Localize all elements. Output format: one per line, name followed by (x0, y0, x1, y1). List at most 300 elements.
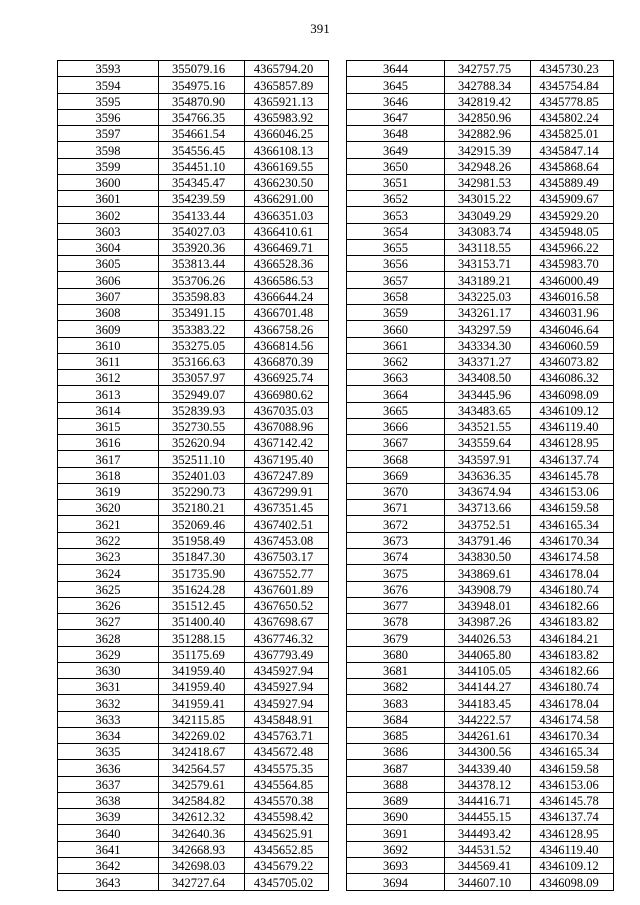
y-coordinate-cell: 4367299.91 (245, 483, 329, 499)
point-number-cell: 3600 (58, 174, 159, 190)
point-number-cell: 3606 (58, 272, 159, 288)
x-coordinate-cell: 353383.22 (159, 321, 245, 337)
x-coordinate-cell: 351847.30 (159, 548, 245, 564)
x-coordinate-cell: 354766.35 (159, 109, 245, 125)
x-coordinate-cell: 354027.03 (159, 223, 245, 239)
x-coordinate-cell: 352069.46 (159, 516, 245, 532)
x-coordinate-cell: 342668.93 (159, 841, 245, 857)
point-number-cell: 3657 (347, 272, 445, 288)
x-coordinate-cell: 344144.27 (445, 679, 531, 695)
coordinates-table-left (57, 60, 329, 891)
table-row (347, 174, 614, 190)
table-row (58, 337, 329, 353)
x-coordinate-cell: 342727.64 (159, 874, 245, 890)
x-coordinate-cell: 344378.12 (445, 776, 531, 792)
y-coordinate-cell: 4346178.04 (531, 565, 614, 581)
point-number-cell: 3672 (347, 516, 445, 532)
y-coordinate-cell: 4345625.91 (245, 825, 329, 841)
y-coordinate-cell: 4346180.74 (531, 679, 614, 695)
x-coordinate-cell: 342418.67 (159, 744, 245, 760)
x-coordinate-cell: 343015.22 (445, 191, 531, 207)
table-row (347, 695, 614, 711)
point-number-cell: 3604 (58, 239, 159, 255)
y-coordinate-cell: 4346016.58 (531, 288, 614, 304)
point-number-cell: 3663 (347, 370, 445, 386)
y-coordinate-cell: 4345763.71 (245, 727, 329, 743)
y-coordinate-cell: 4366046.25 (245, 126, 329, 142)
x-coordinate-cell: 353166.63 (159, 353, 245, 369)
point-number-cell: 3601 (58, 191, 159, 207)
x-coordinate-cell: 342882.96 (445, 126, 531, 142)
point-number-cell: 3670 (347, 483, 445, 499)
table-row (347, 597, 614, 613)
y-coordinate-cell: 4366586.53 (245, 272, 329, 288)
x-coordinate-cell: 354975.16 (159, 77, 245, 93)
y-coordinate-cell: 4367698.67 (245, 614, 329, 630)
table-row (58, 61, 329, 77)
table-row (58, 874, 329, 890)
table-row (347, 727, 614, 743)
y-coordinate-cell: 4346060.59 (531, 337, 614, 353)
x-coordinate-cell: 343597.91 (445, 451, 531, 467)
point-number-cell: 3595 (58, 93, 159, 109)
point-number-cell: 3649 (347, 142, 445, 158)
y-coordinate-cell: 4345983.70 (531, 256, 614, 272)
y-coordinate-cell: 4367351.45 (245, 500, 329, 516)
table-row (58, 679, 329, 695)
y-coordinate-cell: 4366230.50 (245, 174, 329, 190)
x-coordinate-cell: 351512.45 (159, 597, 245, 613)
point-number-cell: 3645 (347, 77, 445, 93)
y-coordinate-cell: 4366701.48 (245, 304, 329, 320)
table-row (58, 727, 329, 743)
point-number-cell: 3654 (347, 223, 445, 239)
x-coordinate-cell: 351958.49 (159, 532, 245, 548)
table-row (58, 792, 329, 808)
table-row (58, 402, 329, 418)
x-coordinate-cell: 343261.17 (445, 304, 531, 320)
point-number-cell: 3694 (347, 874, 445, 890)
x-coordinate-cell: 341959.40 (159, 679, 245, 695)
table-row (347, 288, 614, 304)
x-coordinate-cell: 353598.83 (159, 288, 245, 304)
table-row (347, 435, 614, 451)
table-row (58, 809, 329, 825)
y-coordinate-cell: 4346170.34 (531, 727, 614, 743)
point-number-cell: 3671 (347, 500, 445, 516)
x-coordinate-cell: 344455.15 (445, 809, 531, 825)
table-row (58, 256, 329, 272)
x-coordinate-cell: 344261.61 (445, 727, 531, 743)
point-number-cell: 3638 (58, 792, 159, 808)
point-number-cell: 3643 (58, 874, 159, 890)
table-row (58, 776, 329, 792)
table-row (347, 792, 614, 808)
table-row (347, 142, 614, 158)
x-coordinate-cell: 342948.26 (445, 158, 531, 174)
x-coordinate-cell: 342981.53 (445, 174, 531, 190)
x-coordinate-cell: 343869.61 (445, 565, 531, 581)
table-row (58, 565, 329, 581)
point-number-cell: 3689 (347, 792, 445, 808)
table-row (347, 61, 614, 77)
x-coordinate-cell: 342915.39 (445, 142, 531, 158)
x-coordinate-cell: 343118.55 (445, 239, 531, 255)
point-number-cell: 3651 (347, 174, 445, 190)
y-coordinate-cell: 4345847.14 (531, 142, 614, 158)
point-number-cell: 3662 (347, 353, 445, 369)
point-number-cell: 3668 (347, 451, 445, 467)
point-number-cell: 3675 (347, 565, 445, 581)
x-coordinate-cell: 343752.51 (445, 516, 531, 532)
y-coordinate-cell: 4367195.40 (245, 451, 329, 467)
point-number-cell: 3682 (347, 679, 445, 695)
y-coordinate-cell: 4346165.34 (531, 516, 614, 532)
x-coordinate-cell: 343049.29 (445, 207, 531, 223)
y-coordinate-cell: 4346128.95 (531, 435, 614, 451)
table-row (347, 451, 614, 467)
table-row (58, 630, 329, 646)
point-number-cell: 3596 (58, 109, 159, 125)
y-coordinate-cell: 4346109.12 (531, 402, 614, 418)
y-coordinate-cell: 4346184.21 (531, 630, 614, 646)
y-coordinate-cell: 4366644.24 (245, 288, 329, 304)
x-coordinate-cell: 342115.85 (159, 711, 245, 727)
y-coordinate-cell: 4367601.89 (245, 581, 329, 597)
y-coordinate-cell: 4366980.62 (245, 386, 329, 402)
table-row (347, 93, 614, 109)
y-coordinate-cell: 4367746.32 (245, 630, 329, 646)
table-row (347, 809, 614, 825)
x-coordinate-cell: 344531.52 (445, 841, 531, 857)
point-number-cell: 3647 (347, 109, 445, 125)
y-coordinate-cell: 4346182.66 (531, 597, 614, 613)
point-number-cell: 3610 (58, 337, 159, 353)
point-number-cell: 3692 (347, 841, 445, 857)
point-number-cell: 3598 (58, 142, 159, 158)
x-coordinate-cell: 343408.50 (445, 370, 531, 386)
x-coordinate-cell: 344222.57 (445, 711, 531, 727)
y-coordinate-cell: 4367503.17 (245, 548, 329, 564)
y-coordinate-cell: 4366351.03 (245, 207, 329, 223)
y-coordinate-cell: 4367035.03 (245, 402, 329, 418)
table-row (58, 646, 329, 662)
table-row (347, 126, 614, 142)
x-coordinate-cell: 351624.28 (159, 581, 245, 597)
table-row (58, 109, 329, 125)
y-coordinate-cell: 4345652.85 (245, 841, 329, 857)
point-number-cell: 3690 (347, 809, 445, 825)
x-coordinate-cell: 343948.01 (445, 597, 531, 613)
point-number-cell: 3674 (347, 548, 445, 564)
point-number-cell: 3621 (58, 516, 159, 532)
y-coordinate-cell: 4367088.96 (245, 418, 329, 434)
y-coordinate-cell: 4345966.22 (531, 239, 614, 255)
y-coordinate-cell: 4346128.95 (531, 825, 614, 841)
point-number-cell: 3629 (58, 646, 159, 662)
table-row (58, 711, 329, 727)
table-row (347, 353, 614, 369)
table-row (58, 532, 329, 548)
point-number-cell: 3669 (347, 467, 445, 483)
y-coordinate-cell: 4365983.92 (245, 109, 329, 125)
x-coordinate-cell: 342640.36 (159, 825, 245, 841)
table-row (347, 565, 614, 581)
y-coordinate-cell: 4367793.49 (245, 646, 329, 662)
point-number-cell: 3602 (58, 207, 159, 223)
point-number-cell: 3658 (347, 288, 445, 304)
table-row (347, 614, 614, 630)
point-number-cell: 3640 (58, 825, 159, 841)
table-row (347, 109, 614, 125)
point-number-cell: 3691 (347, 825, 445, 841)
table-row (347, 646, 614, 662)
y-coordinate-cell: 4346098.09 (531, 874, 614, 890)
point-number-cell: 3631 (58, 679, 159, 695)
table-row (347, 874, 614, 890)
table-row (347, 418, 614, 434)
x-coordinate-cell: 354239.59 (159, 191, 245, 207)
y-coordinate-cell: 4345679.22 (245, 858, 329, 874)
point-number-cell: 3652 (347, 191, 445, 207)
x-coordinate-cell: 351400.40 (159, 614, 245, 630)
x-coordinate-cell: 353275.05 (159, 337, 245, 353)
x-coordinate-cell: 342564.57 (159, 760, 245, 776)
table-row (58, 483, 329, 499)
y-coordinate-cell: 4345927.94 (245, 662, 329, 678)
table-row (58, 77, 329, 93)
table-row (58, 158, 329, 174)
point-number-cell: 3611 (58, 353, 159, 369)
y-coordinate-cell: 4346180.74 (531, 581, 614, 597)
table-row (347, 77, 614, 93)
point-number-cell: 3618 (58, 467, 159, 483)
point-number-cell: 3615 (58, 418, 159, 434)
table-row (58, 174, 329, 190)
table-row (347, 483, 614, 499)
point-number-cell: 3628 (58, 630, 159, 646)
x-coordinate-cell: 353491.15 (159, 304, 245, 320)
table-row (58, 760, 329, 776)
x-coordinate-cell: 343153.71 (445, 256, 531, 272)
table-row (347, 239, 614, 255)
point-number-cell: 3623 (58, 548, 159, 564)
table-row (58, 516, 329, 532)
point-number-cell: 3641 (58, 841, 159, 857)
point-number-cell: 3603 (58, 223, 159, 239)
y-coordinate-cell: 4346000.49 (531, 272, 614, 288)
table-row (347, 776, 614, 792)
x-coordinate-cell: 354556.45 (159, 142, 245, 158)
y-coordinate-cell: 4346183.82 (531, 646, 614, 662)
x-coordinate-cell: 344607.10 (445, 874, 531, 890)
y-coordinate-cell: 4345564.85 (245, 776, 329, 792)
point-number-cell: 3680 (347, 646, 445, 662)
x-coordinate-cell: 351735.90 (159, 565, 245, 581)
point-number-cell: 3681 (347, 662, 445, 678)
y-coordinate-cell: 4346165.34 (531, 744, 614, 760)
x-coordinate-cell: 351288.15 (159, 630, 245, 646)
y-coordinate-cell: 4345802.24 (531, 109, 614, 125)
point-number-cell: 3673 (347, 532, 445, 548)
point-number-cell: 3685 (347, 727, 445, 743)
table-row (58, 614, 329, 630)
y-coordinate-cell: 4365857.89 (245, 77, 329, 93)
table-row (347, 500, 614, 516)
point-number-cell: 3626 (58, 597, 159, 613)
y-coordinate-cell: 4346031.96 (531, 304, 614, 320)
x-coordinate-cell: 354451.10 (159, 158, 245, 174)
table-row (58, 353, 329, 369)
y-coordinate-cell: 4345598.42 (245, 809, 329, 825)
x-coordinate-cell: 343189.21 (445, 272, 531, 288)
table-row (347, 370, 614, 386)
point-number-cell: 3678 (347, 614, 445, 630)
point-number-cell: 3646 (347, 93, 445, 109)
x-coordinate-cell: 344300.56 (445, 744, 531, 760)
table-row (347, 858, 614, 874)
y-coordinate-cell: 4345889.49 (531, 174, 614, 190)
table-row (347, 337, 614, 353)
x-coordinate-cell: 343713.66 (445, 500, 531, 516)
point-number-cell: 3677 (347, 597, 445, 613)
table-row (347, 679, 614, 695)
y-coordinate-cell: 4345575.35 (245, 760, 329, 776)
y-coordinate-cell: 4366758.26 (245, 321, 329, 337)
y-coordinate-cell: 4366528.36 (245, 256, 329, 272)
x-coordinate-cell: 342757.75 (445, 61, 531, 77)
point-number-cell: 3688 (347, 776, 445, 792)
table-row (58, 500, 329, 516)
point-number-cell: 3644 (347, 61, 445, 77)
point-number-cell: 3676 (347, 581, 445, 597)
x-coordinate-cell: 354661.54 (159, 126, 245, 142)
table-row (347, 207, 614, 223)
x-coordinate-cell: 352401.03 (159, 467, 245, 483)
x-coordinate-cell: 343483.65 (445, 402, 531, 418)
point-number-cell: 3667 (347, 435, 445, 451)
point-number-cell: 3608 (58, 304, 159, 320)
x-coordinate-cell: 353813.44 (159, 256, 245, 272)
y-coordinate-cell: 4346170.34 (531, 532, 614, 548)
y-coordinate-cell: 4346174.58 (531, 548, 614, 564)
x-coordinate-cell: 355079.16 (159, 61, 245, 77)
table-row (58, 695, 329, 711)
x-coordinate-cell: 352730.55 (159, 418, 245, 434)
point-number-cell: 3635 (58, 744, 159, 760)
point-number-cell: 3666 (347, 418, 445, 434)
table-row (58, 825, 329, 841)
x-coordinate-cell: 343791.46 (445, 532, 531, 548)
point-number-cell: 3597 (58, 126, 159, 142)
point-number-cell: 3617 (58, 451, 159, 467)
y-coordinate-cell: 4346182.66 (531, 662, 614, 678)
y-coordinate-cell: 4345825.01 (531, 126, 614, 142)
table-row (347, 532, 614, 548)
y-coordinate-cell: 4346145.78 (531, 467, 614, 483)
point-number-cell: 3637 (58, 776, 159, 792)
point-number-cell: 3632 (58, 695, 159, 711)
y-coordinate-cell: 4346098.09 (531, 386, 614, 402)
coordinates-table-right (346, 60, 614, 891)
y-coordinate-cell: 4345927.94 (245, 679, 329, 695)
table-row (58, 126, 329, 142)
x-coordinate-cell: 353706.26 (159, 272, 245, 288)
y-coordinate-cell: 4346183.82 (531, 614, 614, 630)
point-number-cell: 3622 (58, 532, 159, 548)
x-coordinate-cell: 343225.03 (445, 288, 531, 304)
point-number-cell: 3609 (58, 321, 159, 337)
x-coordinate-cell: 351175.69 (159, 646, 245, 662)
y-coordinate-cell: 4366814.56 (245, 337, 329, 353)
y-coordinate-cell: 4346159.58 (531, 500, 614, 516)
y-coordinate-cell: 4345848.91 (245, 711, 329, 727)
y-coordinate-cell: 4367142.42 (245, 435, 329, 451)
point-number-cell: 3664 (347, 386, 445, 402)
table-row (58, 451, 329, 467)
point-number-cell: 3653 (347, 207, 445, 223)
y-coordinate-cell: 4345927.94 (245, 695, 329, 711)
table-row (347, 386, 614, 402)
point-number-cell: 3639 (58, 809, 159, 825)
point-number-cell: 3594 (58, 77, 159, 93)
table-row (347, 744, 614, 760)
point-number-cell: 3655 (347, 239, 445, 255)
table-row (58, 321, 329, 337)
point-number-cell: 3620 (58, 500, 159, 516)
page-number: 391 (310, 21, 330, 36)
table-row (58, 744, 329, 760)
point-number-cell: 3633 (58, 711, 159, 727)
table-row (347, 223, 614, 239)
table-row (58, 858, 329, 874)
table-row (347, 191, 614, 207)
point-number-cell: 3636 (58, 760, 159, 776)
point-number-cell: 3693 (347, 858, 445, 874)
table-row (58, 239, 329, 255)
x-coordinate-cell: 343674.94 (445, 483, 531, 499)
x-coordinate-cell: 344493.42 (445, 825, 531, 841)
point-number-cell: 3613 (58, 386, 159, 402)
point-number-cell: 3661 (347, 337, 445, 353)
y-coordinate-cell: 4346153.06 (531, 776, 614, 792)
table-row (347, 272, 614, 288)
y-coordinate-cell: 4345948.05 (531, 223, 614, 239)
point-number-cell: 3607 (58, 288, 159, 304)
point-number-cell: 3634 (58, 727, 159, 743)
point-number-cell: 3612 (58, 370, 159, 386)
point-number-cell: 3679 (347, 630, 445, 646)
table-row (58, 93, 329, 109)
table-row (58, 435, 329, 451)
x-coordinate-cell: 342579.61 (159, 776, 245, 792)
table-row (58, 142, 329, 158)
table-row (347, 516, 614, 532)
point-number-cell: 3684 (347, 711, 445, 727)
x-coordinate-cell: 343559.64 (445, 435, 531, 451)
x-coordinate-cell: 343636.35 (445, 467, 531, 483)
x-coordinate-cell: 344569.41 (445, 858, 531, 874)
x-coordinate-cell: 343445.96 (445, 386, 531, 402)
x-coordinate-cell: 352511.10 (159, 451, 245, 467)
y-coordinate-cell: 4346145.78 (531, 792, 614, 808)
point-number-cell: 3659 (347, 304, 445, 320)
x-coordinate-cell: 352290.73 (159, 483, 245, 499)
x-coordinate-cell: 343083.74 (445, 223, 531, 239)
point-number-cell: 3648 (347, 126, 445, 142)
table-row (58, 386, 329, 402)
x-coordinate-cell: 342584.82 (159, 792, 245, 808)
